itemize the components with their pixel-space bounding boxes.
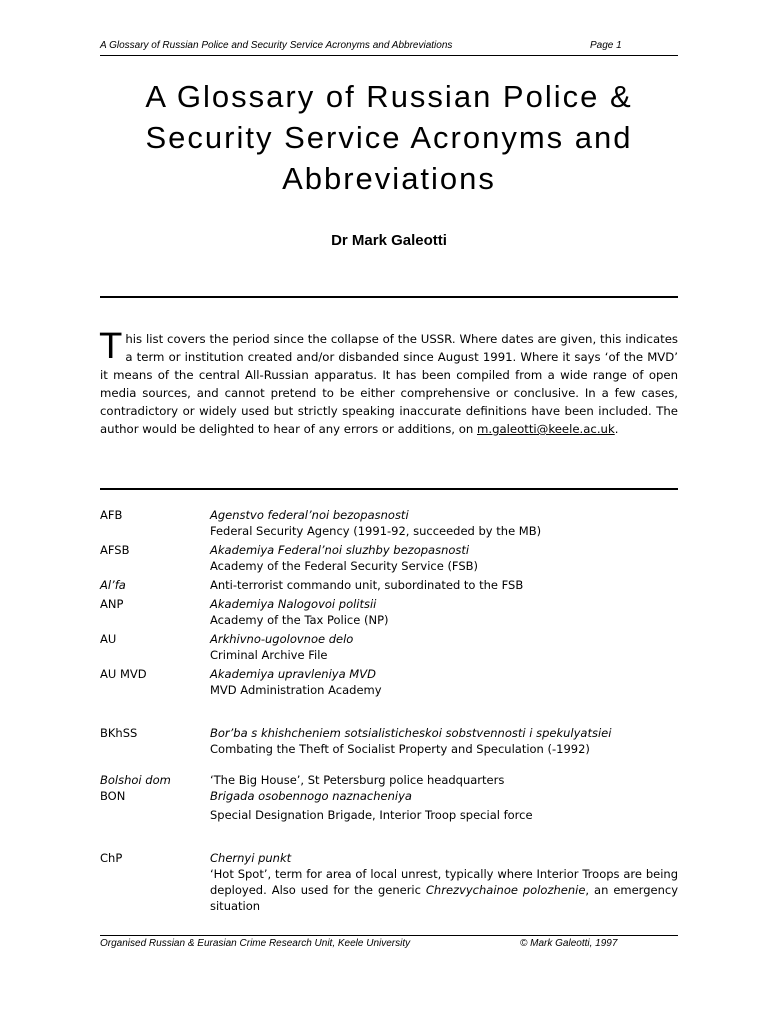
glossary-transliteration: Agenstvo federal’noi bezopasnosti xyxy=(210,508,409,522)
header-page-number: Page 1 xyxy=(590,40,622,51)
glossary-entry xyxy=(100,542,678,574)
glossary-definition xyxy=(210,850,678,914)
glossary-entry xyxy=(100,850,678,914)
document-page xyxy=(100,0,678,1024)
translation-italic-term: Chrezvychainoe polozhenie xyxy=(425,883,586,897)
footer-copyright: © Mark Galeotti, 1997 xyxy=(520,938,618,949)
glossary-translation: Anti-terrorist commando unit, subordinated to the FSB xyxy=(210,578,524,592)
drop-cap: T xyxy=(100,327,122,367)
glossary-entry xyxy=(100,788,678,823)
glossary-entry xyxy=(100,596,678,628)
glossary-definition xyxy=(210,596,678,628)
glossary-definition xyxy=(210,631,678,663)
glossary-definition xyxy=(210,788,678,823)
glossary-term: Al’fa xyxy=(100,578,126,592)
glossary-definition xyxy=(210,542,678,574)
glossary-entry xyxy=(100,772,678,788)
glossary-translation: Academy of the Federal Security Service (FSB) xyxy=(210,559,479,573)
glossary-definition xyxy=(210,666,678,698)
header-title: A Glossary of Russian Police and Security Service Acronyms and Abbreviations xyxy=(100,40,453,51)
glossary-entry xyxy=(100,666,678,698)
glossary-term: AFB xyxy=(100,508,123,522)
glossary-translation: Federal Security Agency (1991-92, succeeded by the MB) xyxy=(210,524,542,538)
glossary-definition xyxy=(210,507,678,539)
glossary-transliteration: Akademiya Federal’noi sluzhby bezopasnosti xyxy=(210,543,470,557)
glossary-transliteration: Arkhivno-ugolovnoe delo xyxy=(210,632,354,646)
translation-text-end: , an emergency situation xyxy=(210,883,678,913)
glossary-term: BON xyxy=(100,789,126,803)
glossary-translation: Criminal Archive File xyxy=(210,648,328,662)
glossary-definition xyxy=(210,772,678,788)
glossary-translation: ‘The Big House’, St Petersburg police headquarters xyxy=(210,773,505,787)
glossary-term: Bolshoi dom xyxy=(100,773,171,787)
glossary-term: ChP xyxy=(100,851,123,865)
glossary-translation: Special Designation Brigade, Interior Troop special force xyxy=(210,808,533,822)
email-link[interactable]: m.galeotti@keele.ac.uk xyxy=(477,422,615,436)
glossary-term: ANP xyxy=(100,597,124,611)
glossary-transliteration: Chernyi punkt xyxy=(210,851,292,865)
glossary-definition xyxy=(210,577,678,593)
glossary-translation: Academy of the Tax Police (NP) xyxy=(210,613,389,627)
glossary-term: AU xyxy=(100,632,117,646)
glossary-translation xyxy=(210,866,678,914)
running-header xyxy=(100,40,678,56)
glossary-term: BKhSS xyxy=(100,726,138,740)
glossary-translation: MVD Administration Academy xyxy=(210,683,382,697)
author-name: Dr Mark Galeotti xyxy=(331,232,447,249)
glossary-transliteration: Akademiya Nalogovoi politsii xyxy=(210,597,377,611)
glossary-term: AU MVD xyxy=(100,667,147,681)
divider-rule xyxy=(100,296,678,298)
glossary-entry xyxy=(100,577,678,593)
glossary-list xyxy=(100,507,678,914)
translation-text: ‘Hot Spot’, term for area of local unrest, typically where Interior Troops are being deployed. Also used for the generic xyxy=(210,867,678,897)
glossary-transliteration: Bor’ba s khishcheniem sotsialisticheskoi sobstvennosti i spekulyatsiei xyxy=(210,726,612,740)
intro-text: his list covers the period since the collapse of the USSR. Where dates are given, this indicates a term or institution created and/or disbanded since August 1991. Where it says ‘of the MVD’ it means of the central All-Russian apparatus. It has been compiled from a wide range of open media sources, and cannot pretend to be either comprehensive or conclusive. In a few cases, contradictory or widely used but strictly speaking inaccurate definitions have been included. The author would be delighted to hear of any errors or additions, on xyxy=(100,332,678,436)
title-line-1: A Glossary of Russian Police & xyxy=(145,79,633,114)
glossary-transliteration: Akademiya upravleniya MVD xyxy=(210,667,376,681)
glossary-transliteration: Brigada osobennogo naznacheniya xyxy=(210,789,412,803)
running-footer xyxy=(100,935,678,951)
document-title xyxy=(90,76,688,199)
intro-text-end: . xyxy=(614,422,619,436)
footer-organisation: Organised Russian & Eurasian Crime Research Unit, Keele University xyxy=(100,938,411,949)
title-line-2: Security Service Acronyms and xyxy=(145,120,633,155)
glossary-translation: Combating the Theft of Socialist Property and Speculation (-1992) xyxy=(210,742,590,756)
glossary-entry xyxy=(100,725,678,757)
glossary-definition xyxy=(210,725,678,757)
glossary-entry xyxy=(100,631,678,663)
intro-paragraph xyxy=(100,327,678,438)
title-line-3: Abbreviations xyxy=(282,161,496,196)
divider-rule xyxy=(100,488,678,490)
glossary-entry xyxy=(100,507,678,539)
glossary-term: AFSB xyxy=(100,543,130,557)
